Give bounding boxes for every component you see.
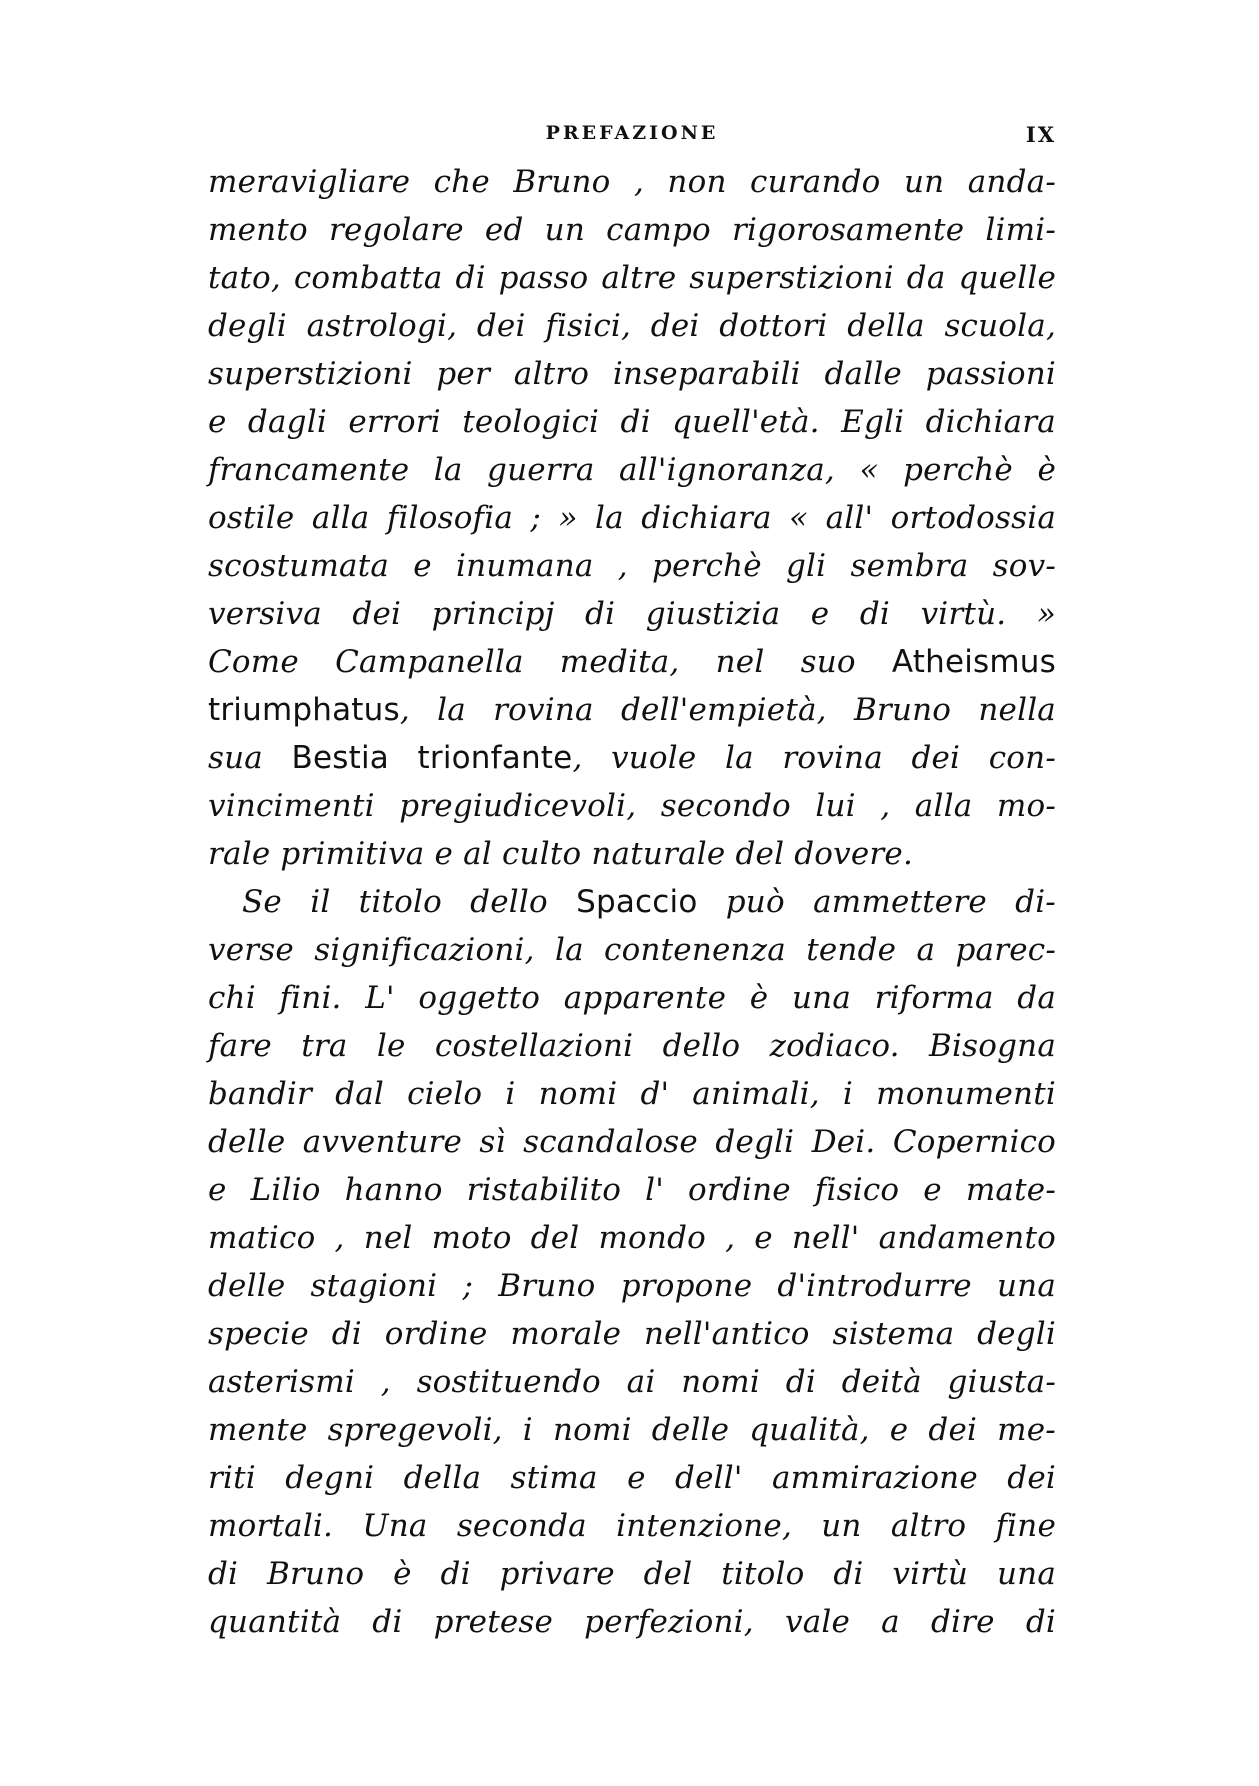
text-line: verse significazioni, la contenenza tende a parec- bbox=[208, 932, 1056, 968]
text-line: Come Campanella medita, nel suo Atheismus bbox=[208, 644, 1056, 680]
text-line: versiva dei principj di giustizia e di virtù. » bbox=[208, 596, 1056, 632]
page-number: IX bbox=[1025, 122, 1056, 147]
text-line: quantità di pretese perfezioni, vale a dire di bbox=[208, 1604, 1056, 1640]
text-line: matico , nel moto del mondo , e nell' andamento bbox=[208, 1220, 1056, 1256]
text-line: rale primitiva e al culto naturale del dovere. bbox=[208, 836, 914, 872]
running-head bbox=[208, 118, 1056, 152]
text-line: mente spregevoli, i nomi delle qualità, e dei me- bbox=[208, 1412, 1056, 1448]
text-line: fare tra le costellazioni dello zodiaco. Bisogna bbox=[208, 1028, 1056, 1064]
text-line: vincimenti pregiudicevoli, secondo lui , alla mo- bbox=[208, 788, 1056, 824]
text-line: francamente la guerra all'ignoranza, « perchè è bbox=[208, 452, 1056, 488]
roman-title-text: Atheismus bbox=[891, 644, 1056, 680]
text-line: scostumata e inumana , perchè gli sembra sov- bbox=[208, 548, 1056, 584]
text-line: riti degni della stima e dell' ammirazione dei bbox=[208, 1460, 1056, 1496]
text-line: delle stagioni ; Bruno propone d'introdurre una bbox=[208, 1268, 1056, 1304]
roman-title-text: Bestia trionfante bbox=[291, 740, 573, 776]
text-line: mento regolare ed un campo rigorosamente limi- bbox=[208, 212, 1056, 248]
text-line: Se il titolo dello Spaccio può ammettere di- bbox=[242, 884, 1056, 920]
text-line: triumphatus, la rovina dell'empietà, Bruno nella bbox=[208, 692, 1056, 728]
text-line: ostile alla filosofia ; » la dichiara « all' ortodossia bbox=[208, 500, 1056, 536]
text-line: superstizioni per altro inseparabili dalle passioni bbox=[208, 356, 1056, 392]
text-line: tato, combatta di passo altre superstizioni da quelle bbox=[208, 260, 1056, 296]
body-text bbox=[208, 158, 1056, 1646]
text-line: sua Bestia trionfante, vuole la rovina dei con- bbox=[208, 740, 1056, 776]
text-line: degli astrologi, dei fisici, dei dottori della scuola, bbox=[208, 308, 1056, 344]
text-line: e dagli errori teologici di quell'età. Egli dichiara bbox=[208, 404, 1056, 440]
text-line: mortali. Una seconda intenzione, un altro fine bbox=[208, 1508, 1056, 1544]
text-line: e Lilio hanno ristabilito l' ordine fisico e mate- bbox=[208, 1172, 1056, 1208]
roman-title-text: Spaccio bbox=[576, 884, 698, 920]
text-line: bandir dal cielo i nomi d' animali, i monumenti bbox=[208, 1076, 1056, 1112]
text-line: di Bruno è di privare del titolo di virtù una bbox=[208, 1556, 1056, 1592]
text-line: meravigliare che Bruno , non curando un anda- bbox=[208, 164, 1056, 200]
text-line: specie di ordine morale nell'antico sistema degli bbox=[208, 1316, 1056, 1352]
text-line: delle avventure sì scandalose degli Dei. Copernico bbox=[208, 1124, 1056, 1160]
text-line: asterismi , sostituendo ai nomi di deità giusta- bbox=[208, 1364, 1056, 1400]
roman-title-text: triumphatus bbox=[208, 692, 400, 728]
text-line: chi fini. L' oggetto apparente è una riforma da bbox=[208, 980, 1056, 1016]
running-title: PREFAZIONE bbox=[545, 122, 719, 144]
